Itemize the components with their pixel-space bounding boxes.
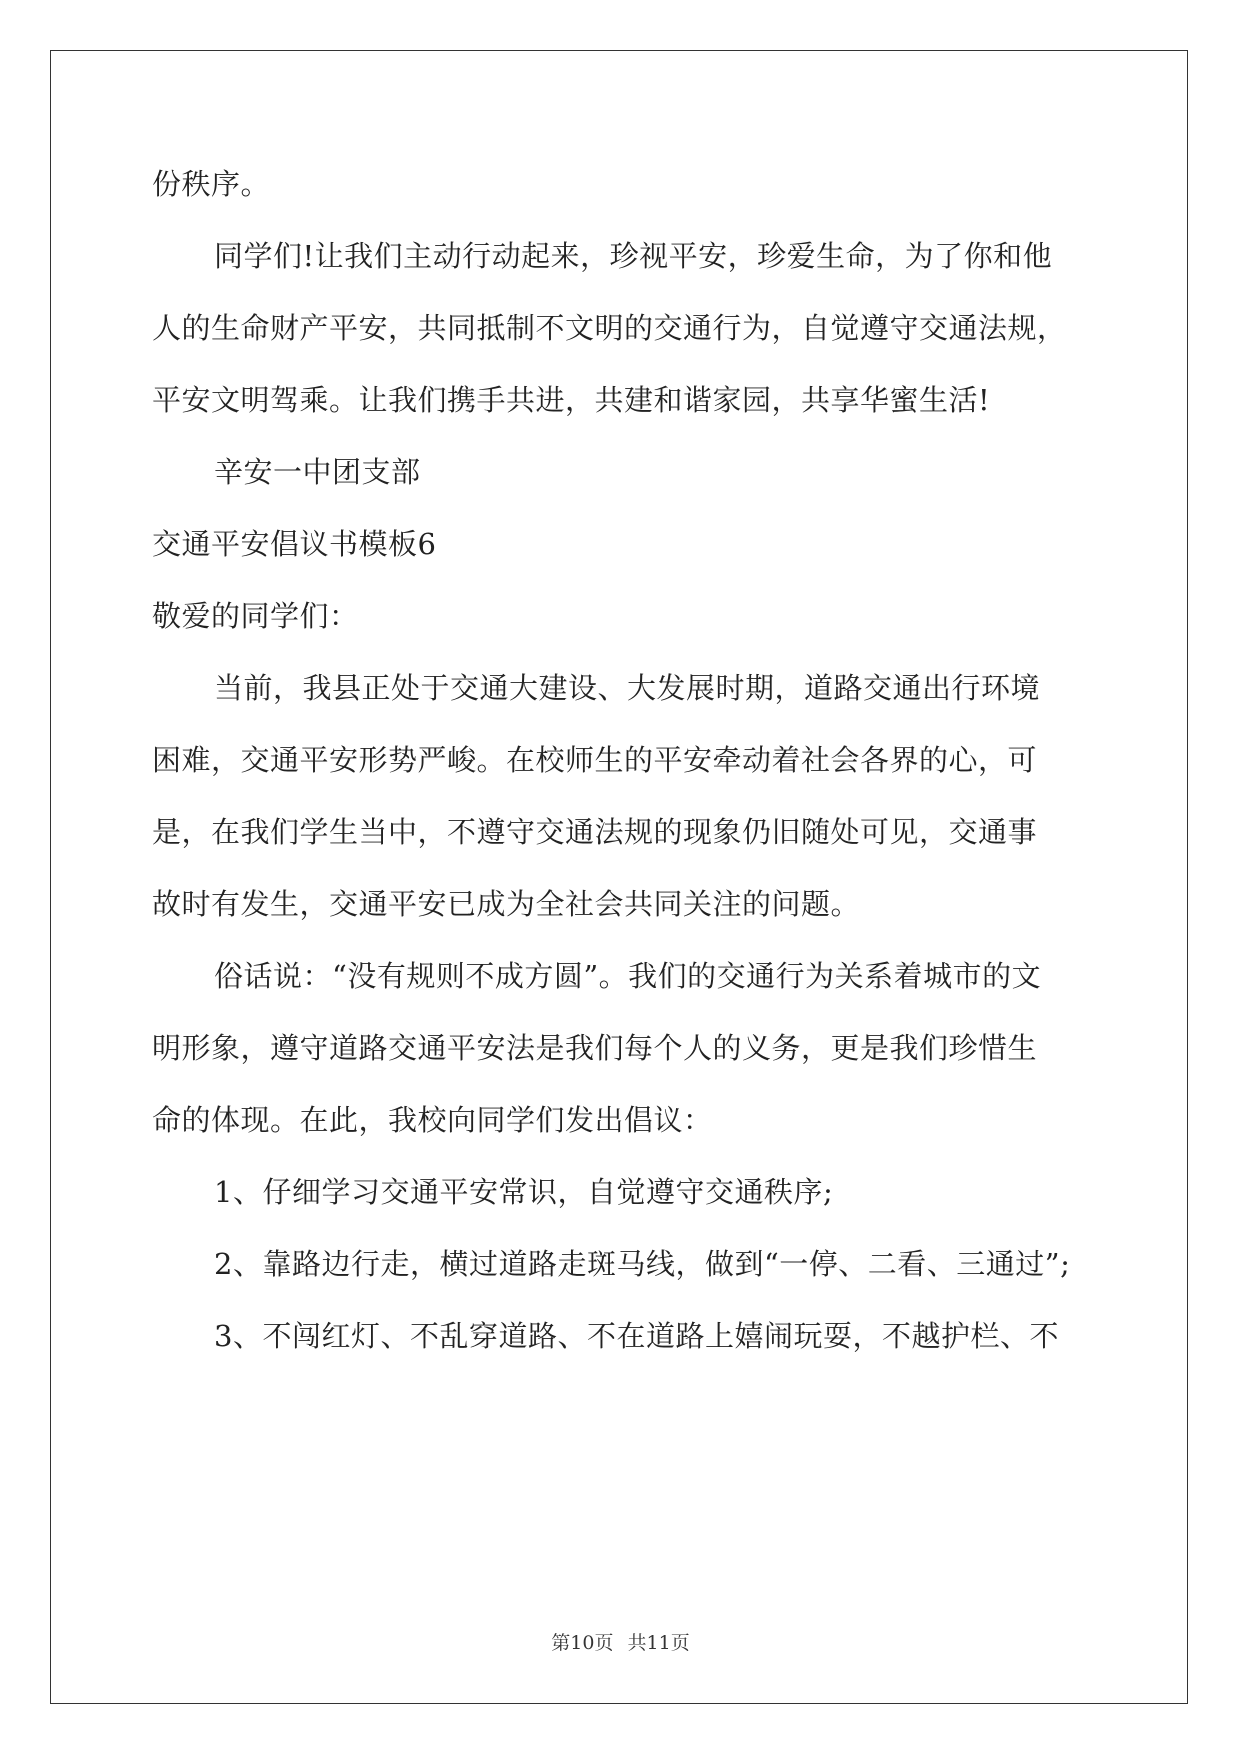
text-line: 当前，我县正处于交通大建设、大发展时期，道路交通出行环境	[214, 671, 1041, 705]
text-line: 同学们!让我们主动行动起来，珍视平安，珍爱生命，为了你和他	[214, 239, 1053, 273]
text-line: 俗话说：“没有规则不成方圆”。我们的交通行为关系着城市的文	[214, 959, 1042, 993]
text-line: 人的生命财产平安，共同抵制不文明的交通行为，自觉遵守交通法规，	[152, 311, 1067, 345]
text-line: 份秩序。	[152, 167, 271, 201]
list-item: 3、不闯红灯、不乱穿道路、不在道路上嬉闹玩耍，不越护栏、不	[214, 1319, 1059, 1353]
page-total: 共11页	[627, 1632, 690, 1654]
salutation: 敬爱的同学们：	[152, 599, 359, 633]
signature-line: 辛安一中团支部	[214, 455, 421, 489]
section-title: 交通平安倡议书模板6	[152, 527, 437, 561]
text-line: 故时有发生，交通平安已成为全社会共同关注的问题。	[152, 887, 861, 921]
list-item: 2、靠路边行走，横过道路走斑马线，做到“一停、二看、三通过”;	[214, 1247, 1071, 1281]
text-line: 困难，交通平安形势严峻。在校师生的平安牵动着社会各界的心，可	[152, 743, 1038, 777]
text-line: 命的体现。在此，我校向同学们发出倡议：	[152, 1103, 713, 1137]
page-border	[50, 50, 1188, 1704]
page-number: 第10页	[551, 1632, 614, 1654]
text-line: 平安文明驾乘。让我们携手共进，共建和谐家园，共享华蜜生活!	[152, 383, 991, 417]
page-footer	[0, 1628, 1241, 1655]
list-item: 1、仔细学习交通平安常识，自觉遵守交通秩序;	[214, 1175, 834, 1209]
text-line: 是，在我们学生当中，不遵守交通法规的现象仍旧随处可见，交通事	[152, 815, 1038, 849]
text-line: 明形象，遵守道路交通平安法是我们每个人的义务，更是我们珍惜生	[152, 1031, 1038, 1065]
